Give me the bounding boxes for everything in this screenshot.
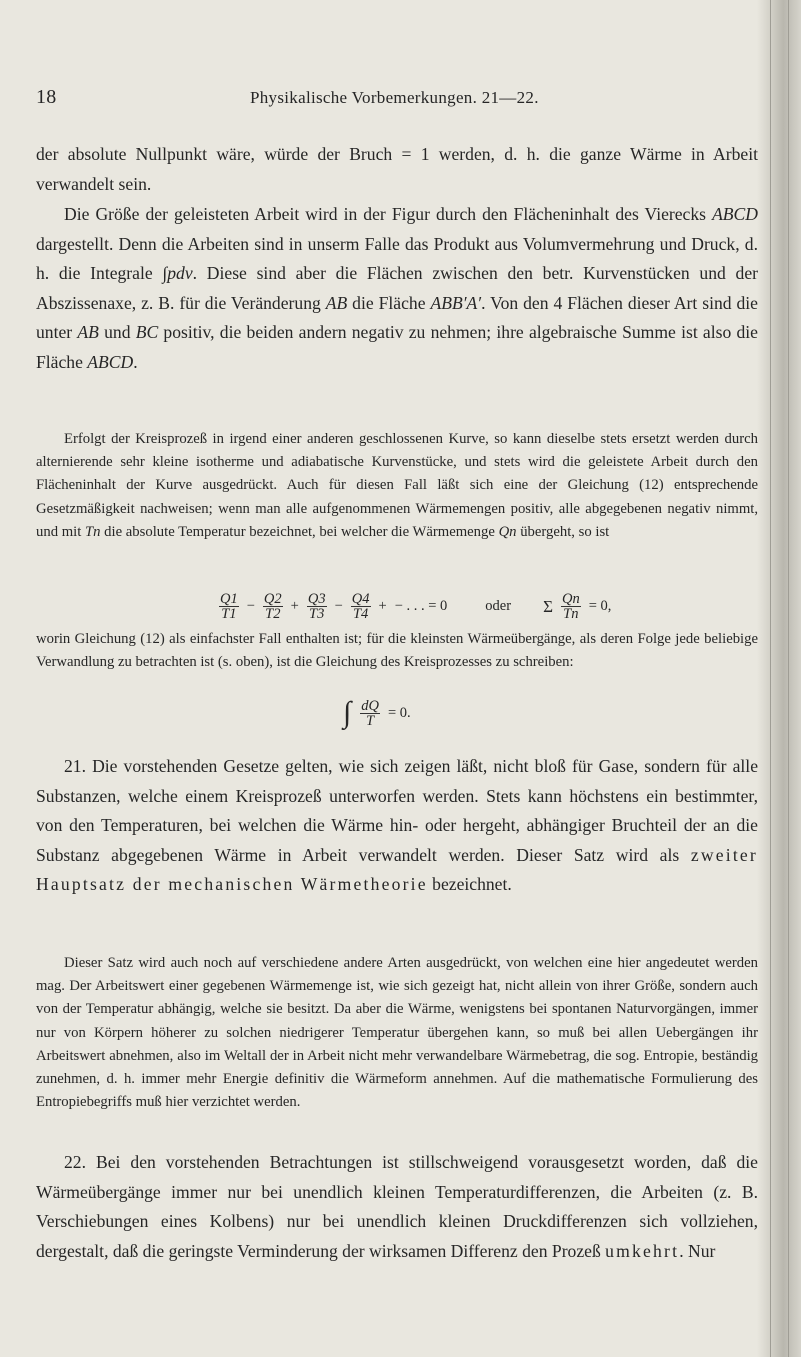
page-edge-shadow	[757, 0, 801, 1357]
small-paragraph-kreisprozess: Erfolgt der Kreisprozeß in irgend einer anderen geschlossenen Kurve, so kann dieselbe stets ersetzt werden durch alternierende sehr kleine isotherme und adiabatische Kurvenstücke, und stets wird die geleistete Arbeit durch den Flächeninhalt der Kurve ausgedrückt. Auch für diesen Fall läßt sich eine der Gleichung (12) entsprechende Gesetzmäßigkeit nachweisen; wenn man alle aufgenommenen Wärmemengen positiv, alle abgegebenen negativ nimmt, und mit Tn die absolute Temperatur bezeichnet, bei welcher die Wärmemenge Qn übergeht, so ist	[36, 431, 758, 540]
small-paragraph-gleichung: worin Gleichung (12) als einfachster Fall enthalten ist; für die kleinsten Wärmeübergänge, als deren Folge jede beliebige Verwandlung zu betrachten ist (s. oben), ist die Gleichung des Kreisprozesses zu schreiben:	[36, 631, 758, 671]
page-edge-line	[788, 0, 789, 1357]
paragraph-area-work: Die Größe der geleisteten Arbeit wird in der Figur durch den Flächeninhalt des Vierecks ABCD dargestellt. Denn die Arbeiten sind in unserm Falle das Produkt aus Volumvermehrung und Druck, d. h. die Integrale ∫pdv. Diese sind aber die Flächen zwischen den betr. Kurvenstücken und der Abszissenaxe, z. B. für die Veränderung AB die Fläche ABB′A′. Von den 4 Flächen dieser Art sind die unter AB und BC positiv, die beiden andern negativ zu nehmen; ihre algebraische Summe ist also die Fläche ABCD.	[36, 204, 758, 372]
equation-clausius-integral: ∫ $\frac{dQ}{T}$ = 0.	[343, 696, 411, 729]
paragraph-22: 22. Bei den vorstehenden Betrachtungen ist stillschweigend vorausgesetzt worden, daß die Wärmeübergänge immer nur bei unendlich kleinen Temperaturdifferenzen, die Arbeiten (z. B. Verschiebungen eines Kolbens) nur bei unendlich kleinen Druckdifferenzen sich vollziehen, dergestalt, daß die geringste Verminderung der wirksamen Differenz den Prozeß umkehrt. Nur	[36, 1152, 758, 1261]
running-title: Physikalische Vorbemerkungen. 21—22.	[250, 88, 539, 107]
equation-heat-sum: $\frac{Q1}{T1}$ − $\frac{Q2}{T2}$ + $\frac{Q3}{T3}$ − $\frac{Q4}{T4}$ + − . . . = 0 oder Σ $\frac{Qn}{Tn}$ = 0,	[220, 591, 612, 622]
page-number: 18	[36, 86, 57, 108]
running-header	[36, 86, 736, 116]
page-edge-line	[770, 0, 771, 1357]
small-paragraph-entropie: Dieser Satz wird auch noch auf verschiedene andere Arten ausgedrückt, von welchen eine hier angedeutet werden mag. Der Arbeitswert einer gegebenen Wärmemenge ist, wie sich gezeigt hat, nicht allein von ihrer Größe, sondern auch von der Temperatur abhängig, welche sie besitzt. Da aber die Wärme, wenigstens bei spontanen Naturvorgängen, immer nur von Körpern höherer zu solchen niedrigerer Temperatur übergehen kann, so muß bei allen Uebergängen ihr Arbeitswert abnehmen, also im Weltall der in Arbeit nicht mehr verwandelbare Wärmebetrag, die sog. Entropie, beständig zunehmen, d. h. immer mehr Energie definitiv die Wärmeform annehmen. Auf die mathematische Formulierung des Entropiebegriffs muß hier verzichtet werden.	[36, 955, 758, 1111]
paragraph-continuation: der absolute Nullpunkt wäre, würde der Bruch = 1 werden, d. h. die ganze Wärme in Arbeit verwandelt sein.	[36, 144, 758, 194]
paragraph-21: 21. Die vorstehenden Gesetze gelten, wie sich zeigen läßt, nicht bloß für Gase, sondern für alle Substanzen, welche einem Kreisprozeß unterworfen werden. Stets kann höchstens ein bestimmter, von den Temperaturen, bei welchen die Wärme hin- oder hergeht, abhängiger Bruchteil der an die Substanz abgegebenen Wärme in Arbeit verwandelt werden. Dieser Satz wird als zweiter Hauptsatz der mechanischen Wärmetheorie bezeichnet.	[36, 756, 758, 894]
